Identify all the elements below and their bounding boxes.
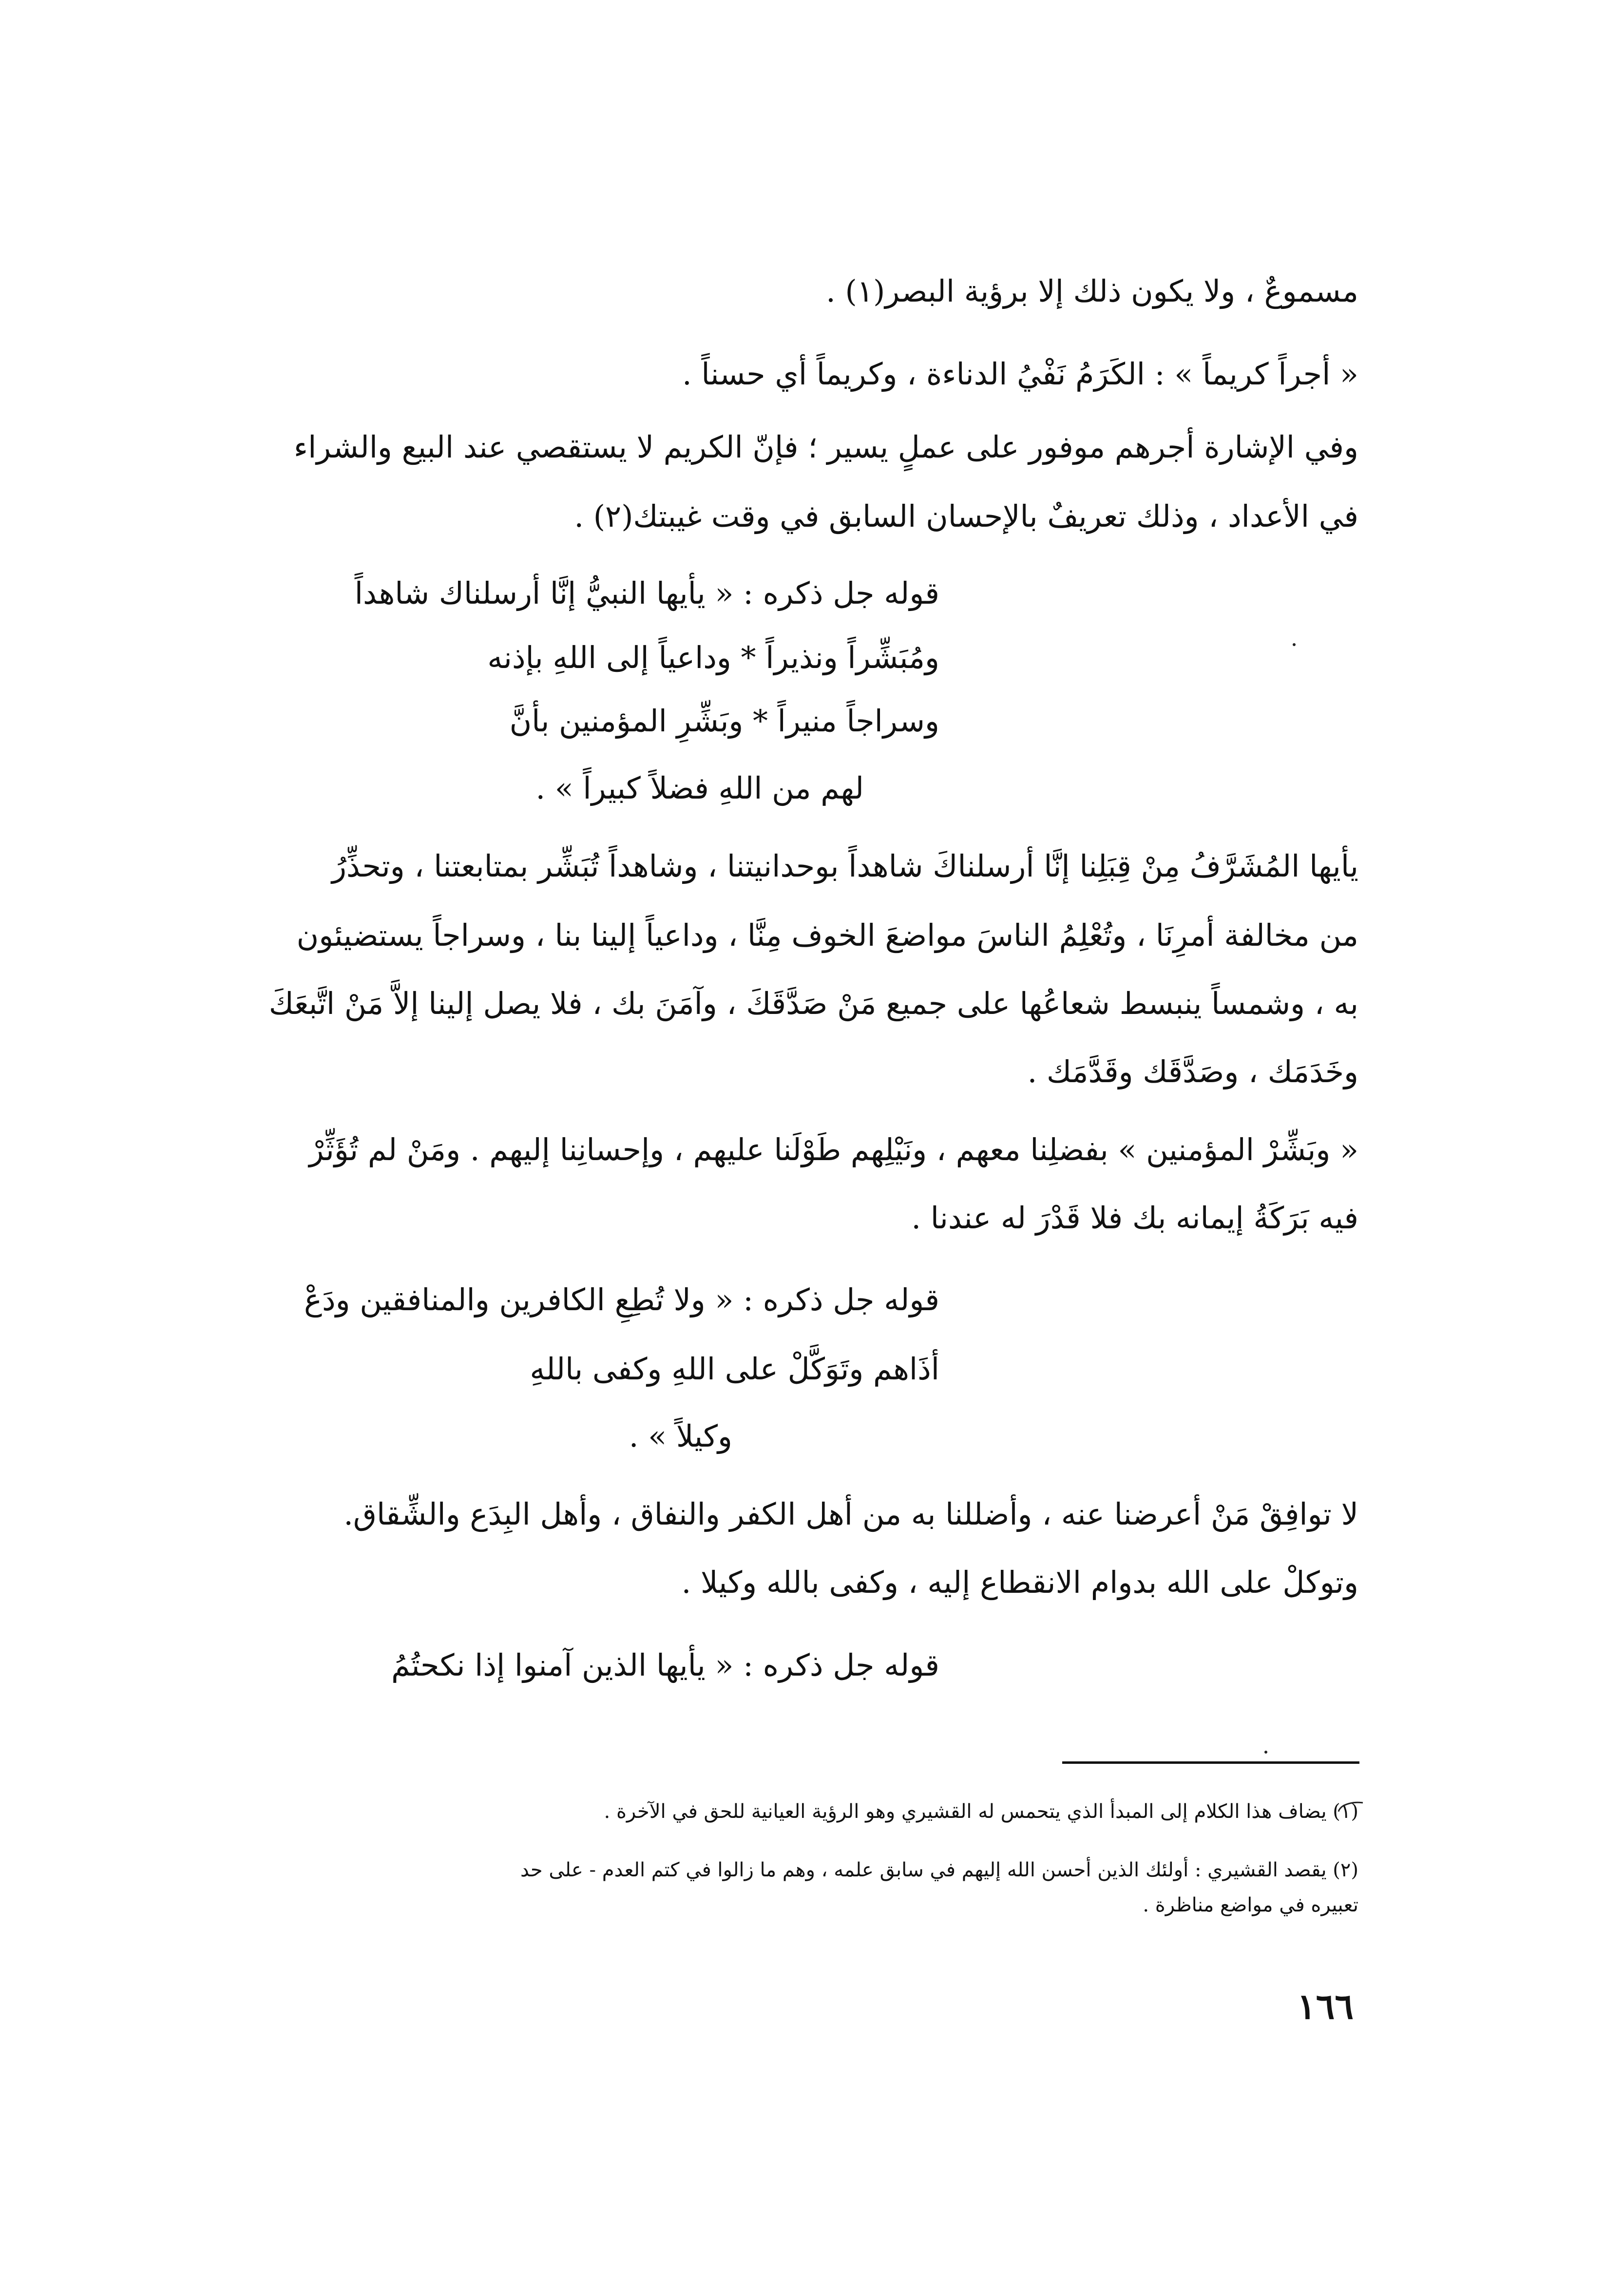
- text-line: مسموعٌ ، ولا يكون ذلك إلا برؤية البصر(١) .: [826, 273, 1358, 309]
- verse-heading-line: قوله جل ذكره : « يأيها النبيُّ إنَّا أرسلناك شاهداً: [354, 575, 939, 611]
- text-line: وخَدَمَك ، وصَدَّقَك وقَدَّمَك .: [1027, 1054, 1358, 1089]
- verse-line: ومُبَشِّراً ونذيراً * وداعياً إلى اللهِ بإذنه: [487, 640, 939, 675]
- footnote-separator: [1062, 1761, 1359, 1764]
- text-line: « أجراً كريماً » : الكَرَمُ نَفْيُ الدناءة ، وكريماً أي حسناً .: [682, 356, 1358, 392]
- text-line: من مخالفة أمرِنَا ، وتُعْلِمُ الناسَ مواضعَ الخوف مِنَّا ، وداعياً إلينا بنا ، وسراجاً يستضيئون: [296, 917, 1358, 953]
- verse-heading-line: قوله جل ذكره : « يأيها الذين آمنوا إذا نكحتُمُ: [391, 1647, 939, 1683]
- text-line: به ، وشمساً ينبسط شعاعُها على جميع مَنْ صَدَّقَكَ ، وآمَنَ بك ، فلا يصل إلينا إلاَّ مَنْ اتَّبعَكَ: [268, 986, 1358, 1021]
- text-line: في الأعداد ، وذلك تعريفٌ بالإحسان السابق في وقت غيبتك(٢) .: [574, 498, 1358, 534]
- text-line: لا توافِقْ مَنْ أعرضنا عنه ، وأضللنا به من أهل الكفر والنفاق ، وأهل البِدَع والشِّقاق.: [344, 1496, 1358, 1532]
- verse-line: وسراجاً منيراً * وبَشِّرِ المؤمنين بأنَّ: [509, 703, 939, 739]
- verse-line: أذَاهم وتَوَكَّلْ على اللهِ وكفى باللهِ: [530, 1351, 939, 1387]
- verse-line: لهم من اللهِ فضلاً كبيراً » .: [535, 770, 864, 806]
- verse-line: وكيلاً » .: [629, 1418, 732, 1454]
- text-line: وتوكلْ على الله بدوام الانقطاع إليه ، وكفى بالله وكيلا .: [681, 1565, 1358, 1600]
- text-line: وفي الإشارة أجرهم موفور على عملٍ يسير ؛ فإنّ الكريم لا يستقصي عند البيع والشراء: [293, 429, 1358, 465]
- ink-speck: [1293, 643, 1296, 646]
- text-line: « وبَشِّرْ المؤمنين » بفضلِنا معهم ، ونَيْلِهم طَوْلَنا عليهم ، وإحسانِنا إليهم . ومَنْ لم تُؤَثِّرْ: [309, 1132, 1358, 1167]
- page-number: ١٦٦: [1297, 1986, 1354, 2027]
- verse-heading-line: قوله جل ذكره : « ولا تُطِعِ الكافرين والمنافقين ودَعْ: [304, 1282, 939, 1317]
- text-line: فيه بَرَكَةُ إيمانه بك فلا قَدْرَ له عندنا .: [911, 1200, 1358, 1236]
- footnote-2: (٢) يقصد القشيري : أولئك الذين أحسن الله إليهم في سابق علمه ، وهم ما زالوا في كتم العدم - على حد: [520, 1859, 1358, 1881]
- text-line: يأيها المُشَرَّفُ مِنْ قِبَلِنا إنَّا أرسلناكَ شاهداً بوحدانيتنا ، وشاهداً تُبَشِّر بمتابعتنا ، وتحذِّرُ: [331, 848, 1358, 884]
- footnote-2-continued: تعبيره في مواضع مناظرة .: [1143, 1894, 1358, 1916]
- ink-speck: [1264, 1751, 1267, 1754]
- footnote-1: (١) يضاف هذا الكلام إلى المبدأ الذي يتحمس له القشيري وهو الرؤية العيانية للحق في الآخرة .: [604, 1800, 1358, 1823]
